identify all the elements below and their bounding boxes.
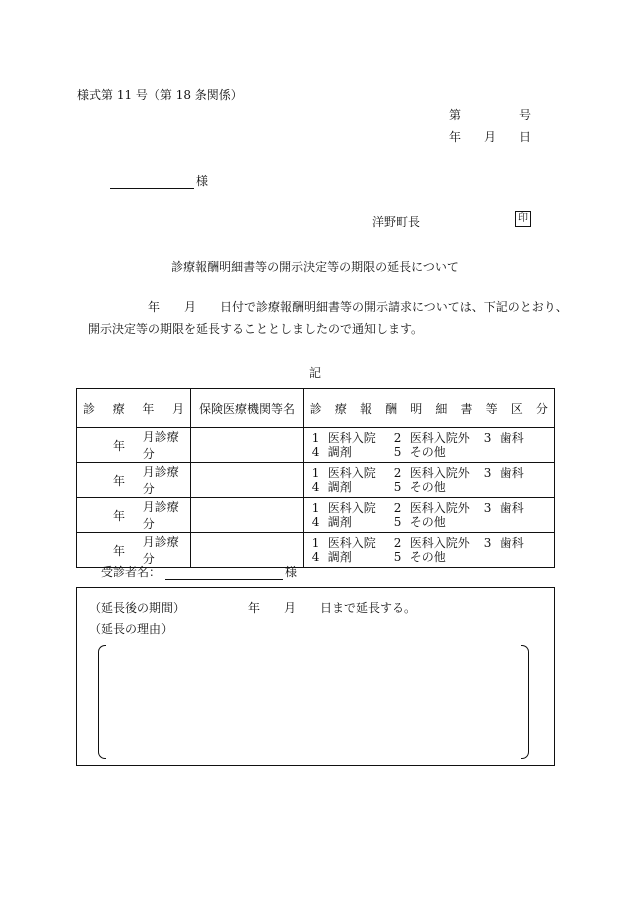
- issuer: 洋野町長: [372, 215, 421, 229]
- date-line: [449, 128, 531, 145]
- ym-month-treat: 月診療分: [142, 500, 179, 531]
- cat-num: 5: [393, 445, 402, 459]
- period-month: 月: [284, 601, 297, 615]
- body-line-1: [148, 298, 568, 315]
- cat-num: 2: [393, 536, 402, 550]
- patient-suffix: 様: [285, 565, 298, 579]
- cat-label: 歯科: [499, 501, 524, 515]
- cat-label: 医科入院: [327, 501, 376, 515]
- header-category-char: 書: [460, 401, 473, 416]
- header-category-char: 明: [410, 401, 423, 416]
- cat-num: 4: [311, 515, 320, 529]
- number-prefix: 第: [449, 108, 462, 122]
- cat-label: その他: [409, 480, 446, 494]
- cat-num: 3: [483, 466, 492, 480]
- form-number: 様式第 11 号（第 18 条関係）: [77, 88, 243, 102]
- ym-year: 年: [113, 473, 126, 488]
- extension-period-label: （延長後の期間）: [89, 601, 186, 615]
- document-title: 診療報酬明細書等の開示決定等の期限の延長について: [171, 260, 459, 274]
- ym-month-treat: 月診療分: [142, 535, 179, 566]
- table-header-row: [77, 389, 555, 428]
- ym-month-treat: 月診療分: [142, 465, 179, 496]
- date-year: 年: [449, 130, 462, 144]
- cat-num: 2: [393, 501, 402, 515]
- date-day: 日: [518, 130, 531, 144]
- cat-num: 3: [483, 431, 492, 445]
- category-cell[interactable]: [303, 533, 554, 568]
- cat-num: 1: [311, 466, 320, 480]
- header-category-char: 酬: [385, 401, 398, 416]
- cat-label: 医科入院: [327, 536, 376, 550]
- cat-num: 2: [393, 466, 402, 480]
- extension-box: [76, 587, 555, 766]
- table-row: [77, 463, 555, 498]
- table-row: [77, 428, 555, 463]
- number-suffix: 号: [518, 108, 531, 122]
- cat-num: 5: [393, 550, 402, 564]
- patient-name-blank[interactable]: [165, 565, 283, 580]
- cat-label: 医科入院外: [409, 536, 470, 550]
- cat-label: 調剤: [327, 480, 352, 494]
- cat-label: 調剤: [327, 550, 352, 564]
- ym-month-treat: 月診療分: [142, 430, 179, 461]
- cat-label: 医科入院: [327, 431, 376, 445]
- cat-num: 3: [483, 501, 492, 515]
- institution-cell[interactable]: [191, 428, 304, 463]
- addressee-suffix: 様: [196, 174, 209, 188]
- cat-label: その他: [409, 515, 446, 529]
- category-cell[interactable]: [303, 498, 554, 533]
- header-ym-char: 療: [112, 401, 125, 416]
- header-ym: [77, 389, 191, 428]
- cat-num: 2: [393, 431, 402, 445]
- header-ym-char: 月: [172, 401, 185, 416]
- cat-label: 歯科: [499, 431, 524, 445]
- header-category: [303, 389, 554, 428]
- cat-num: 3: [483, 536, 492, 550]
- ym-cell[interactable]: [77, 463, 191, 498]
- body-line1-rest: 日付で診療報酬明細書等の開示請求については、下記のとおり、: [220, 300, 568, 314]
- header-category-char: 等: [485, 401, 498, 416]
- header-category-char: 報: [360, 401, 373, 416]
- cat-label: 医科入院外: [409, 466, 470, 480]
- period-year: 年: [248, 601, 261, 615]
- body-year: 年: [148, 300, 161, 314]
- cat-label: 医科入院外: [409, 431, 470, 445]
- ym-cell[interactable]: [77, 498, 191, 533]
- reason-right-bracket: [521, 645, 529, 759]
- header-institution: 保険医療機関等名: [191, 389, 304, 428]
- category-cell[interactable]: [303, 463, 554, 498]
- cat-label: 医科入院: [327, 466, 376, 480]
- ki-heading: 記: [308, 366, 321, 380]
- body-line-2: 開示決定等の期限を延長することとしましたので通知します。: [88, 322, 424, 336]
- cat-label: その他: [409, 550, 446, 564]
- body-month: 月: [184, 300, 197, 314]
- cat-num: 4: [311, 480, 320, 494]
- institution-cell[interactable]: [191, 498, 304, 533]
- extension-reason-label: （延長の理由）: [89, 622, 174, 636]
- date-month: 月: [483, 130, 496, 144]
- extension-period[interactable]: [248, 599, 416, 616]
- ym-year: 年: [113, 543, 126, 558]
- institution-cell[interactable]: [191, 463, 304, 498]
- cat-num: 5: [393, 515, 402, 529]
- cat-num: 1: [311, 431, 320, 445]
- cat-label: 歯科: [499, 466, 524, 480]
- cat-num: 5: [393, 480, 402, 494]
- ym-cell[interactable]: [77, 428, 191, 463]
- cat-label: その他: [409, 445, 446, 459]
- header-ym-char: 年: [142, 401, 155, 416]
- header-category-char: 診: [309, 401, 322, 416]
- patient-label: 受診者名：: [101, 565, 162, 579]
- addressee: [110, 172, 208, 189]
- header-category-char: 分: [535, 401, 548, 416]
- seal-icon: 印: [515, 211, 531, 227]
- cat-label: 調剤: [327, 445, 352, 459]
- cat-num: 4: [311, 550, 320, 564]
- cat-label: 調剤: [327, 515, 352, 529]
- ym-year: 年: [113, 508, 126, 523]
- cat-label: 医科入院外: [409, 501, 470, 515]
- patient-name-line: [101, 563, 297, 580]
- reason-left-bracket: [98, 645, 106, 759]
- header-category-char: 区: [510, 401, 523, 416]
- cat-num: 1: [311, 501, 320, 515]
- header-ym-char: 診: [83, 401, 96, 416]
- cat-num: 1: [311, 536, 320, 550]
- claims-table: [76, 388, 555, 568]
- category-cell[interactable]: [303, 428, 554, 463]
- table-row: [77, 498, 555, 533]
- document-number-line: [449, 106, 531, 123]
- period-rest: 日まで延長する。: [320, 601, 417, 615]
- addressee-blank[interactable]: [110, 174, 194, 189]
- cat-label: 歯科: [499, 536, 524, 550]
- cat-num: 4: [311, 445, 320, 459]
- ym-year: 年: [113, 438, 126, 453]
- header-category-char: 療: [334, 401, 347, 416]
- header-category-char: 細: [435, 401, 448, 416]
